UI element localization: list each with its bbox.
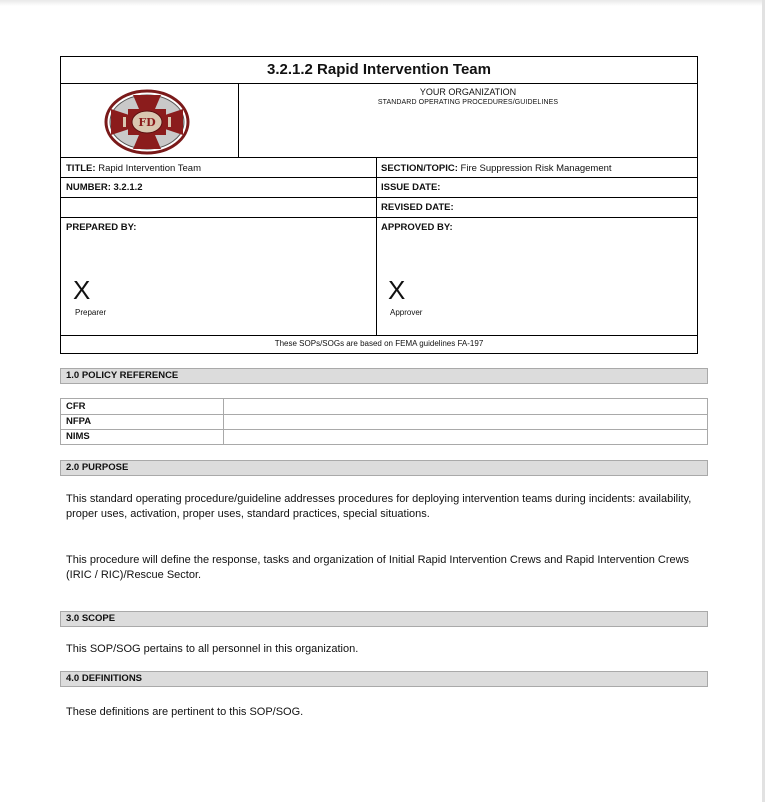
approved-by-label: APPROVED BY: bbox=[381, 222, 453, 233]
organization-name: YOUR ORGANIZATION bbox=[419, 87, 517, 97]
sop-header-table bbox=[60, 56, 698, 354]
svg-text:FD: FD bbox=[138, 116, 156, 129]
definitions-text: These definitions are pertinent to this SOP/SOG. bbox=[66, 706, 304, 718]
divider bbox=[223, 399, 224, 444]
section-heading-purpose: 2.0 PURPOSE bbox=[60, 460, 708, 476]
purpose-paragraph-1: This standard operating procedure/guideline addresses procedures for deploying intervention teams during incidents: availability, proper uses, activation, proper uses, standard practices, special situations. bbox=[66, 493, 692, 520]
issue-date-field: ISSUE DATE: bbox=[381, 182, 441, 193]
divider bbox=[61, 217, 697, 218]
section-heading-definitions: 4.0 DEFINITIONS bbox=[60, 671, 708, 687]
section-heading-policy-reference: 1.0 POLICY REFERENCE bbox=[60, 368, 708, 384]
preparer-caption: Preparer bbox=[75, 308, 107, 317]
preparer-signature-mark: X bbox=[73, 275, 91, 305]
divider bbox=[61, 177, 697, 178]
table-row bbox=[61, 399, 707, 414]
reference-value bbox=[225, 414, 707, 429]
reference-key: NIMS bbox=[66, 431, 90, 442]
table-row bbox=[61, 414, 707, 429]
section-heading-scope: 3.0 SCOPE bbox=[60, 611, 708, 627]
section-topic-field: SECTION/TOPIC: Fire Suppression Risk Management bbox=[381, 163, 612, 174]
table-row bbox=[61, 429, 707, 444]
page-top-shadow bbox=[0, 0, 765, 6]
reference-value bbox=[225, 429, 707, 444]
divider bbox=[61, 83, 697, 84]
approver-caption: Approver bbox=[390, 308, 423, 317]
reference-key: CFR bbox=[66, 401, 86, 412]
divider bbox=[61, 197, 697, 198]
divider bbox=[61, 335, 697, 336]
divider bbox=[376, 157, 377, 335]
scope-text: This SOP/SOG pertains to all personnel in this organization. bbox=[66, 643, 359, 655]
divider bbox=[61, 157, 697, 158]
approver-signature-mark: X bbox=[388, 275, 406, 305]
fire-department-logo bbox=[101, 89, 193, 155]
sop-subtitle: STANDARD OPERATING PROCEDURES/GUIDELINES bbox=[377, 99, 559, 106]
document-title: 3.2.1.2 Rapid Intervention Team bbox=[267, 61, 491, 78]
title-field: TITLE: Rapid Intervention Team bbox=[66, 163, 202, 174]
reference-value bbox=[225, 399, 707, 414]
purpose-paragraph-2: This procedure will define the response, tasks and organization of Initial Rapid Intervention Crews and Rapid Intervention Crews (IRIC / RIC)/Rescue Sector. bbox=[66, 554, 690, 581]
revised-date-field: REVISED DATE: bbox=[381, 202, 454, 213]
policy-reference-table bbox=[60, 398, 708, 445]
reference-key: NFPA bbox=[66, 416, 92, 427]
prepared-by-label: PREPARED BY: bbox=[66, 222, 137, 233]
fema-basis-note: These SOPs/SOGs are based on FEMA guidelines FA-197 bbox=[274, 339, 484, 348]
fd-maltese-cross-icon bbox=[101, 89, 193, 155]
number-field: NUMBER: 3.2.1.2 bbox=[66, 182, 143, 193]
